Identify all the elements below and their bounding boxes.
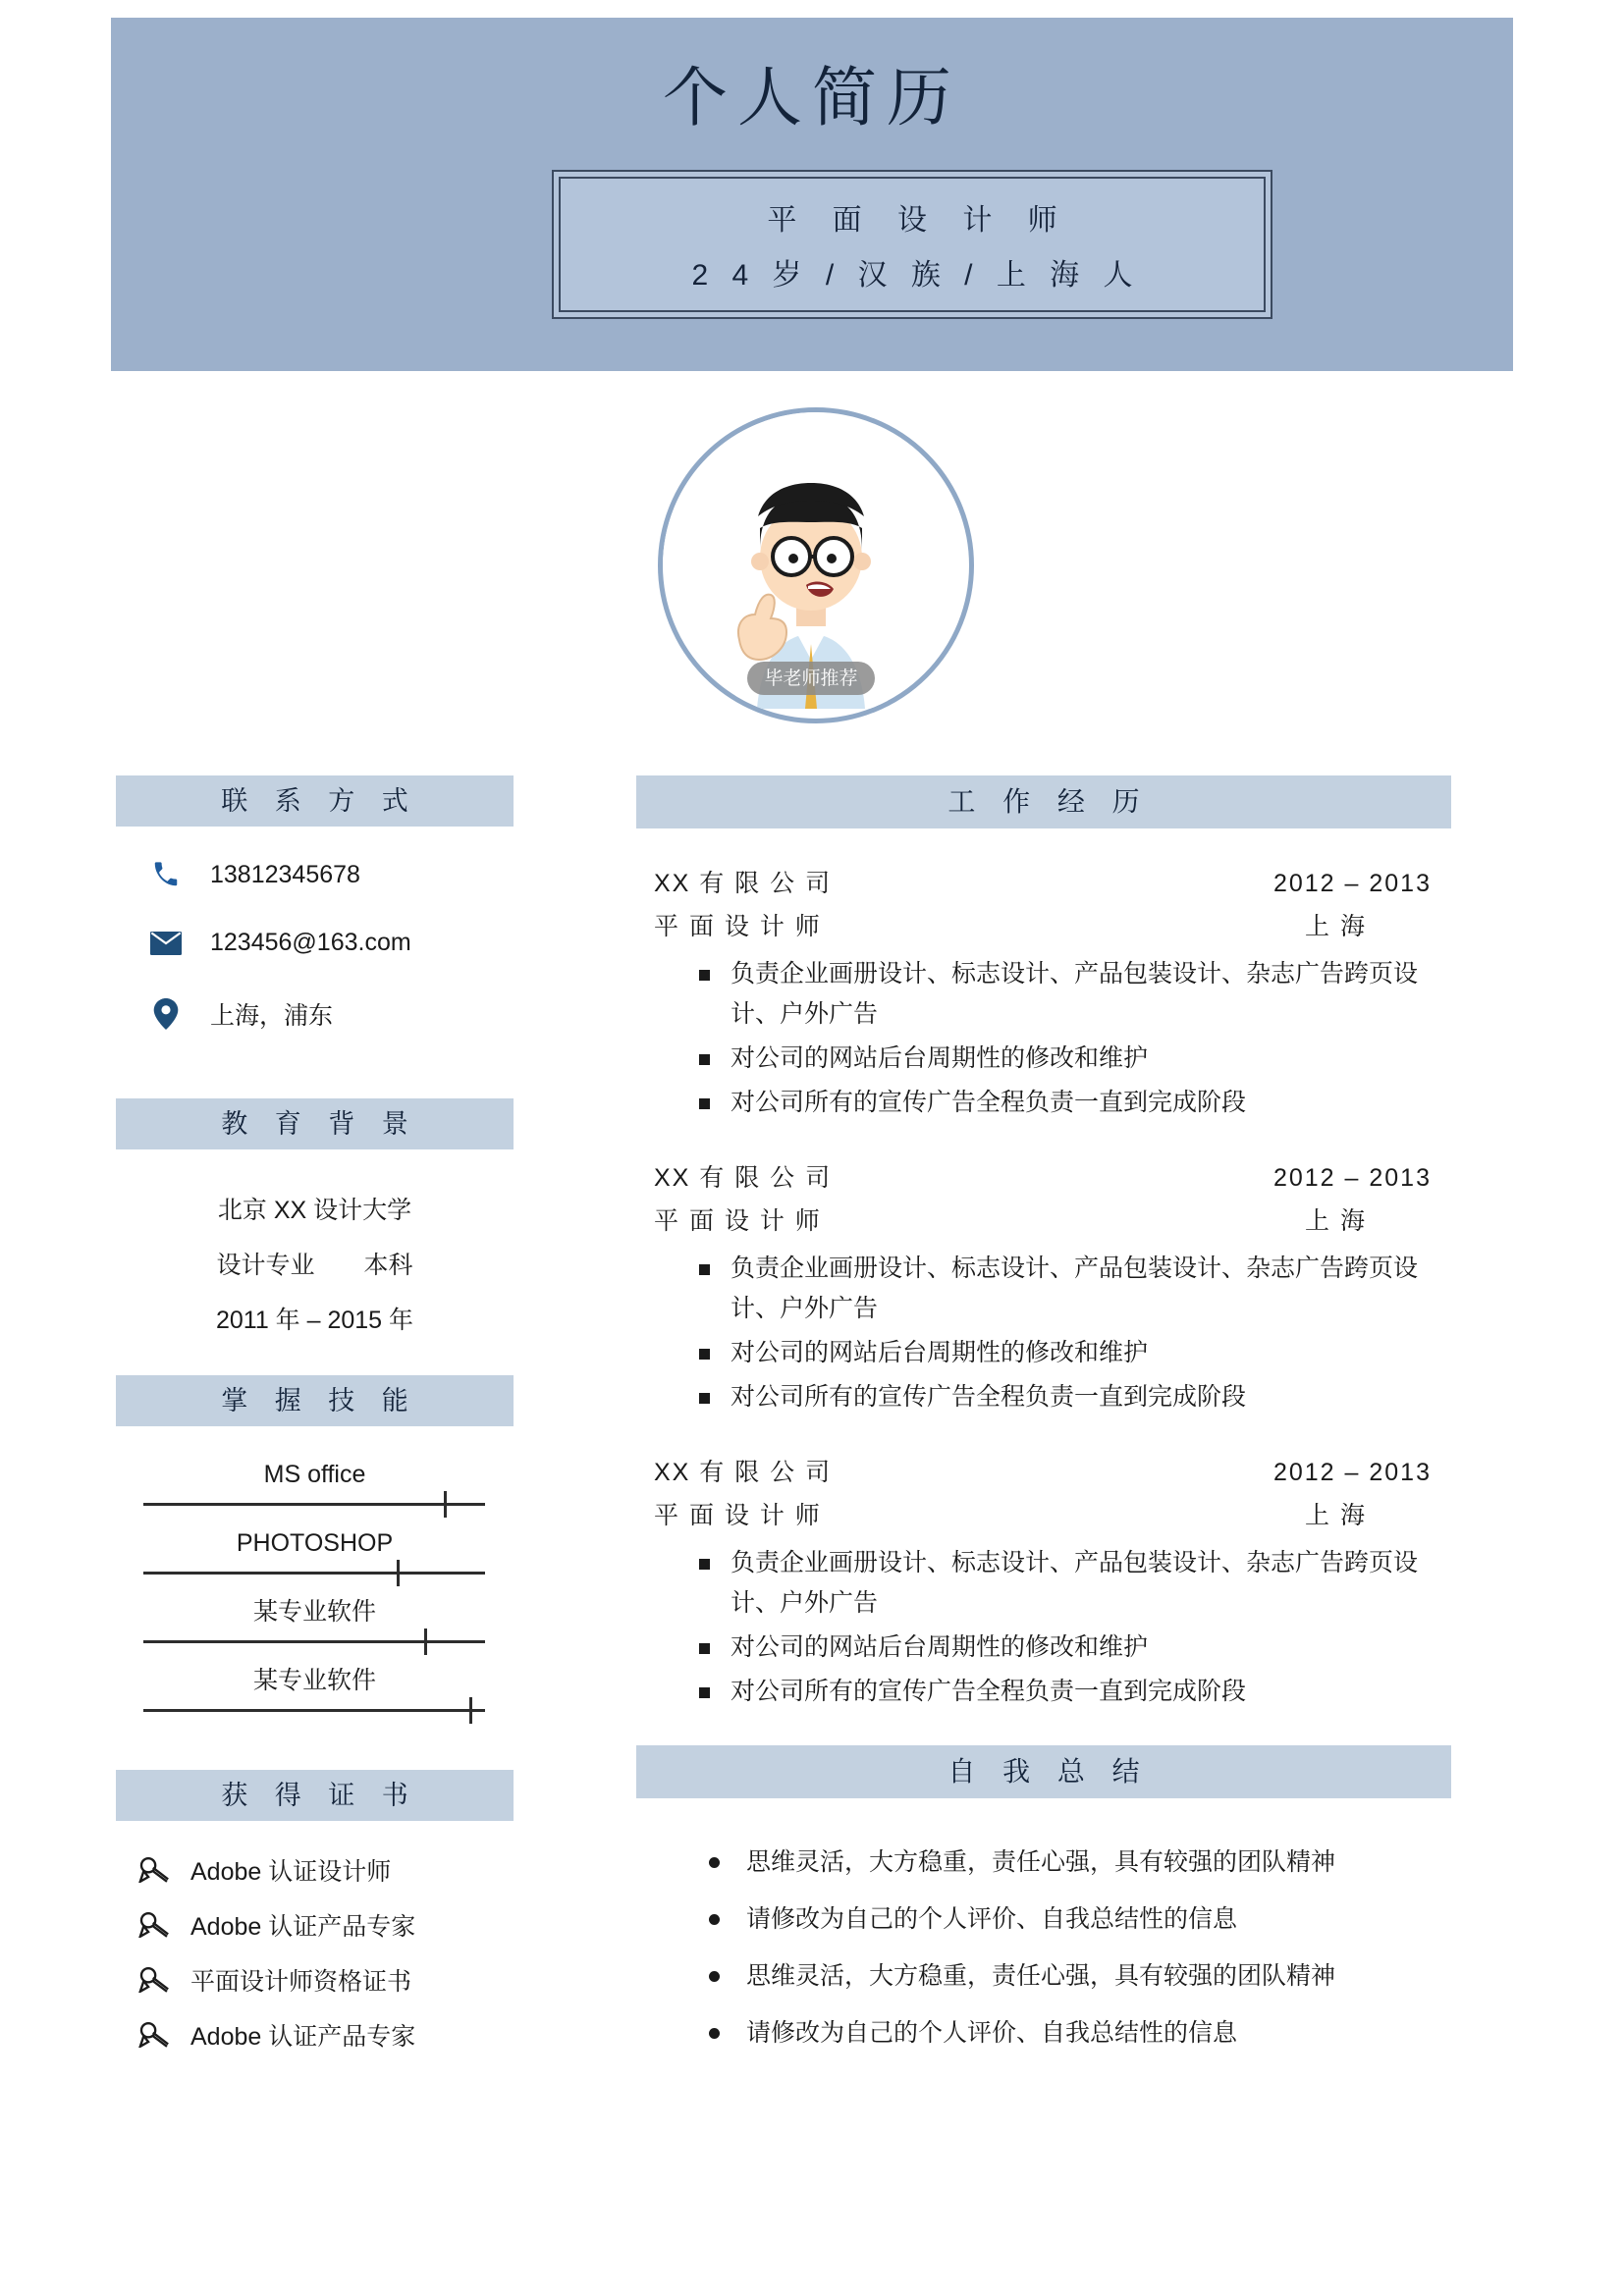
skill-label: 某专业软件 [252,1667,376,1694]
skill-level-marker [444,1491,447,1518]
section-heading-work: 工 作 经 历 [636,775,1451,828]
summary-item: 请修改为自己的个人评价、自我总结性的信息 [746,2004,1451,2061]
right-column [636,775,1451,2061]
skill-bar [143,1503,485,1506]
job-role: 平 面 设 计 师 [654,913,822,940]
skill-item [116,1589,514,1658]
skill-bar [143,1572,485,1575]
contact-phone-value: 13812345678 [210,860,360,888]
skill-item [116,1452,514,1521]
ribbon-award-icon [134,2022,175,2048]
contact-email-value: 123456@163.com [210,929,411,956]
job-company: XX 有 限 公 司 [654,1459,833,1486]
self-summary-list [636,1834,1451,2061]
contact-list [116,860,514,1032]
contact-location-value: 上海，浦东 [210,1002,334,1030]
job-company: XX 有 限 公 司 [654,1164,833,1192]
skill-label: 某专业软件 [252,1598,376,1626]
job-duty: 对公司所有的宣传广告全程负责一直到完成阶段 [731,1377,1451,1417]
ribbon-award-icon [134,1857,175,1883]
job-duty-list [636,1543,1451,1712]
list-item [116,2017,514,2053]
contact-item-email [116,929,514,957]
education-school: 北京 XX 设计大学 [217,1197,412,1224]
job-duty: 负责企业画册设计、标志设计、产品包装设计、杂志广告跨页设计、户外广告 [731,1249,1451,1329]
work-experience-item [636,1156,1451,1417]
section-heading-education: 教 育 背 景 [116,1098,514,1149]
job-duty-list [636,954,1451,1123]
location-icon [147,998,185,1030]
summary-item: 请修改为自己的个人评价、自我总结性的信息 [746,1891,1451,1948]
job-duty: 对公司的网站后台周期性的修改和维护 [731,1039,1451,1079]
job-company: XX 有 限 公 司 [654,870,833,897]
job-duty: 对公司的网站后台周期性的修改和维护 [731,1628,1451,1668]
list-item [116,1852,514,1888]
page-title: 个人简历 [663,61,961,133]
job-duty: 对公司所有的宣传广告全程负责一直到完成阶段 [731,1083,1451,1123]
skill-label: PHOTOSHOP [236,1529,394,1557]
avatar-illustration-icon [663,412,959,709]
skill-bar [143,1640,485,1643]
education-major: 设计专业 本科 [216,1252,413,1279]
job-date: 2012 – 2013 [1272,870,1432,897]
work-experience-list [636,862,1451,1712]
svg-text:毕老师推荐: 毕老师推荐 [764,667,858,689]
certificate-label: Adobe 认证产品专家 [190,2023,416,2051]
job-role: 平 面 设 计 师 [654,1207,822,1235]
contact-item-phone [116,860,514,889]
job-subheader-row [636,1200,1451,1243]
job-duty: 负责企业画册设计、标志设计、产品包装设计、杂志广告跨页设计、户外广告 [731,1543,1451,1624]
ribbon-award-icon [134,1912,175,1938]
education-block [116,1183,514,1348]
education-period: 2011 年 – 2015 年 [215,1307,414,1334]
job-duty: 对公司的网站后台周期性的修改和维护 [731,1333,1451,1373]
certificate-list [116,1852,514,2053]
section-heading-certificates: 获 得 证 书 [116,1770,514,1821]
section-heading-summary: 自 我 总 结 [636,1745,1451,1798]
skills-list [116,1452,514,1727]
mail-icon [147,932,185,955]
certificate-label: Adobe 认证设计师 [190,1858,392,1886]
certificate-label: Adobe 认证产品专家 [190,1913,416,1941]
job-header-row [636,862,1451,905]
certificate-label: 平面设计师资格证书 [190,1968,412,1996]
summary-item: 思维灵活，大方稳重，责任心强，具有较强的团队精神 [746,1948,1451,2004]
skill-level-marker [469,1697,472,1724]
job-title-text: 平 面 设 计 师 [767,204,1071,237]
phone-icon [147,860,185,889]
skill-item [116,1521,514,1589]
work-experience-item [636,1451,1451,1712]
skill-level-marker [397,1560,400,1586]
skill-item [116,1658,514,1727]
job-city: 上 海 [1305,913,1367,940]
job-subheader-row [636,905,1451,948]
job-header-row [636,1156,1451,1200]
job-city: 上 海 [1305,1502,1367,1529]
job-city: 上 海 [1305,1207,1367,1235]
list-item [116,1962,514,1998]
header-subtitle-inner [559,177,1266,312]
left-column [116,775,514,2072]
ribbon-award-icon [134,1967,175,1993]
job-date: 2012 – 2013 [1272,1164,1432,1192]
job-role: 平 面 设 计 师 [654,1502,822,1529]
list-item [116,1907,514,1943]
header-subtitle-box [552,170,1272,319]
work-experience-item [636,862,1451,1123]
job-duty: 对公司所有的宣传广告全程负责一直到完成阶段 [731,1672,1451,1712]
job-subheader-row [636,1494,1451,1537]
avatar [658,407,974,723]
section-heading-skills: 掌 握 技 能 [116,1375,514,1426]
skill-label: MS office [263,1461,366,1488]
job-date: 2012 – 2013 [1272,1459,1432,1486]
skill-level-marker [424,1629,427,1655]
section-heading-contact: 联 系 方 式 [116,775,514,827]
skill-bar [143,1709,485,1712]
personal-meta-text: 2 4 岁 / 汉 族 / 上 海 人 [691,259,1141,292]
job-header-row [636,1451,1451,1494]
job-duty: 负责企业画册设计、标志设计、产品包装设计、杂志广告跨页设计、户外广告 [731,954,1451,1035]
contact-item-location [116,996,514,1032]
header-band [111,18,1513,371]
job-duty-list [636,1249,1451,1417]
summary-item: 思维灵活，大方稳重，责任心强，具有较强的团队精神 [746,1834,1451,1891]
